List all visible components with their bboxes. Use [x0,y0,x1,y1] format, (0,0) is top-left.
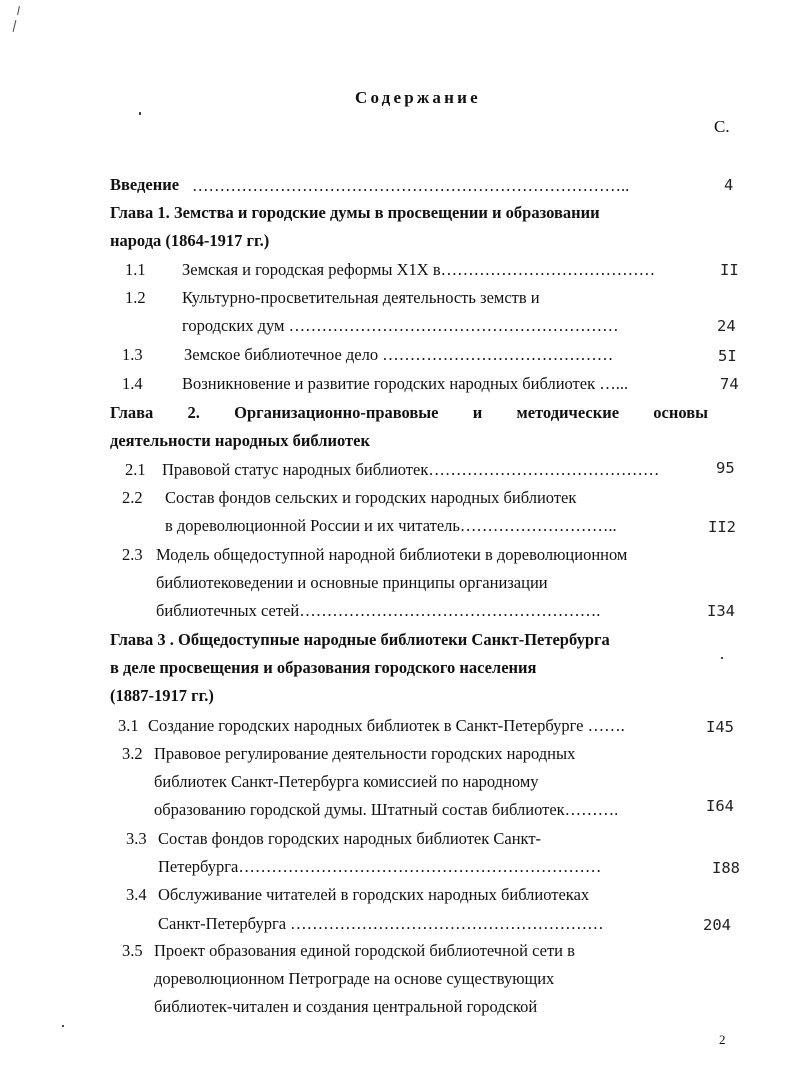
toc-item-page: 24 [717,317,736,335]
scan-mark [721,657,723,659]
toc-item-text: Земская и городская реформы Х1Х в………………………………… [182,260,656,279]
toc-item-page: I34 [707,602,735,620]
scan-mark [139,112,141,115]
page-column-label: С. [714,117,730,136]
toc-item-number: 3.3 [126,829,147,848]
chapter-2-title-cont: деятельности народных библиотек [110,431,370,450]
chapter-3-title-years: (1887-1917 гг.) [110,686,214,705]
chapter-3-title: Глава 3 . Общедоступные народные библиотеки Санкт-Петербурга [110,630,610,649]
toc-item-page: II2 [708,518,736,536]
chapter-1-title-cont: народа (1864-1917 гг.) [110,231,270,250]
intro-page: 4 [724,176,734,194]
scan-mark [13,20,17,32]
toc-item-number: 2.3 [122,545,143,564]
toc-item-text-cont: Санкт-Петербурга ………………………………………………… [158,914,604,933]
toc-item-text: Земское библиотечное дело …………………………………… [184,345,614,364]
page-title: Содержание [355,88,481,107]
intro-dots: …………………………………………………………………….. [192,176,630,195]
toc-item-number: 1.1 [125,260,146,279]
toc-item-number: 2.1 [125,460,146,479]
toc-item-text-cont: дореволюционном Петрограде на основе существующих [154,969,555,988]
toc-item-text: Модель общедоступной народной библиотеки в дореволюционном [156,545,628,564]
toc-item-page: 74 [720,375,739,393]
page-number: 2 [719,1032,726,1047]
toc-item-text-cont: городских дум …………………………………………………… [182,316,619,335]
toc-item-page: I45 [706,718,734,736]
toc-item-page: I64 [706,797,734,815]
toc-item-number: 2.2 [122,488,143,507]
toc-item-text-cont: библиотечных сетей………………………………………………. [156,601,601,620]
scan-mark [17,6,20,15]
toc-item-text: Состав фондов сельских и городских народных библиотек [165,488,577,507]
toc-item-page: 95 [716,459,735,477]
toc-item-number: 1.3 [122,345,143,364]
toc-item-page: II [720,261,739,279]
toc-item-page: 5I [718,347,737,365]
toc-item-text: Правовой статус народных библиотек…………………………………… [162,460,660,479]
toc-item-text: Состав фондов городских народных библиотек Санкт- [158,829,542,848]
scan-mark [62,1025,64,1027]
toc-item-number: 1.4 [122,374,143,393]
toc-item-text-cont: библиотековедении и основные принципы организации [156,573,548,592]
toc-item-text-cont: библиотек Санкт-Петербурга комиссией по народному [154,772,539,791]
chapter-1-title: Глава 1. Земства и городские думы в просвещении и образовании [110,203,600,222]
intro-label: Введение [110,175,180,194]
toc-item-text: Обслуживание читателей в городских народных библиотеках [158,885,590,904]
toc-item-page: 204 [703,916,731,934]
chapter-3-title-cont: в деле просвещения и образования городского населения [110,658,537,677]
toc-item-text: Культурно-просветительная деятельность земств и [182,288,540,307]
toc-item-text: Возникновение и развитие городских народных библиотек …... [182,374,629,393]
toc-item-number: 3.1 [118,716,139,735]
toc-item-number: 1.2 [125,288,146,307]
chapter-2-title: Глава 2. Организационно-правовые и методические основы [110,403,708,422]
toc-item-page: I88 [712,859,740,877]
toc-item-text-cont: в дореволюционной России и их читатель……………………….. [165,516,617,535]
toc-item-text-cont: библиотек-читален и создания центральной городской [154,997,538,1016]
toc-item-text-cont: образованию городской думы. Штатный состав библиотек………. [154,800,619,819]
toc-item-number: 3.2 [122,744,143,763]
toc-item-text: Проект образования единой городской библиотечной сети в [154,941,575,960]
toc-item-text: Создание городских народных библиотек в Санкт-Петербурге ……. [148,716,625,735]
toc-item-number: 3.4 [126,885,147,904]
toc-item-number: 3.5 [122,941,143,960]
toc-item-text: Правовое регулирование деятельности городских народных [154,744,576,763]
toc-item-text-cont: Петербурга………………………………………………………… [158,857,602,876]
